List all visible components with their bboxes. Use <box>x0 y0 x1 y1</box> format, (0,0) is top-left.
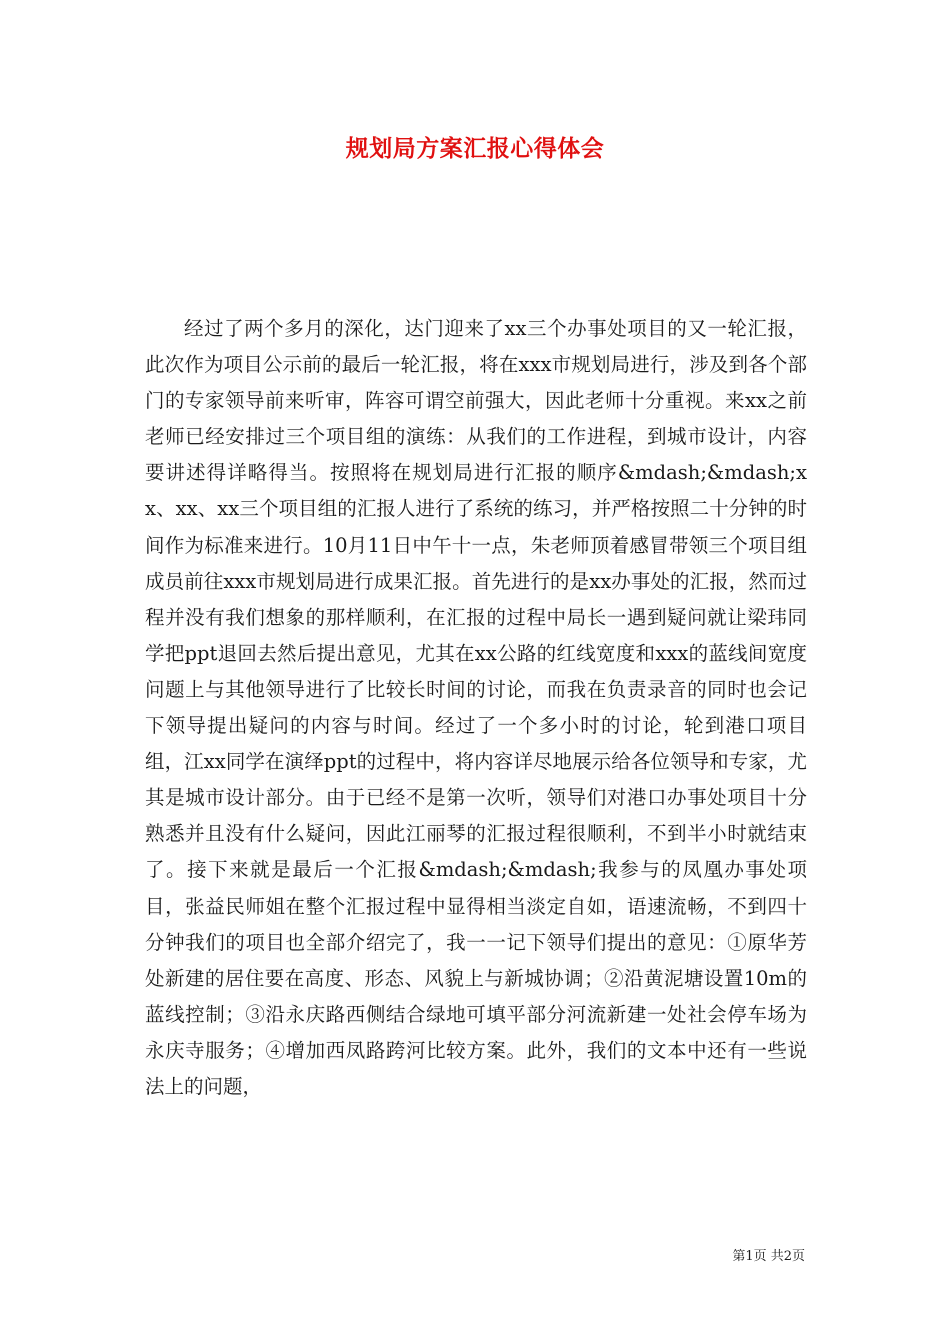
page-number-footer: 第1页 共2页 <box>732 1249 805 1264</box>
document-title: 规划局方案汇报心得体会 <box>345 135 605 162</box>
body-paragraph: 经过了两个多月的深化，达门迎来了xx三个办事处项目的又一轮汇报，此次作为项目公示前的最后一轮汇报，将在xxx市规划局进行，涉及到各个部门的专家领导前来听审，阵容可谓空前强大，因此老师十分重视。来xx之前老师已经安排过三个项目组的演练：从我们的工作进程，到城市设计，内容要讲述得详略得当。按照将在规划局进行汇报的顺序&mdash;&mdash;xx、xx、xx三个项目组的汇报人进行了系统的练习，并严格按照二十分钟的时间作为标准来进行。10月11日中午十一点，朱老师顶着感冒带领三个项目组成员前往xxx市规划局进行成果汇报。首先进行的是xx办事处的汇报，然而过程并没有我们想象的那样顺利，在汇报的过程中局长一遇到疑问就让梁玮同学把ppt退回去然后提出意见，尤其在xx公路的红线宽度和xxx的蓝线间宽度问题上与其他领导进行了比较长时间的讨论，而我在负责录音的同时也会记下领导提出疑问的内容与时间。经过了一个多小时的讨论，轮到港口项目组，江xx同学在演绎ppt的过程中，将内容详尽地展示给各位领导和专家，尤其是城市设计部分。由于已经不是第一次听，领导们对港口办事处项目十分熟悉并且没有什么疑问，因此江丽琴的汇报过程很顺利，不到半小时就结束了。接下来就是最后一个汇报&mdash;&mdash;我参与的凤凰办事处项目，张益民师姐在整个汇报过程中显得相当淡定自如，语速流畅，不到四十分钟我们的项目也全部介绍完了，我一一记下领导们提出的意见：①原华芳处新建的居住要在高度、形态、风貌上与新城协调；②沿黄泥塘设置10m的蓝线控制；③沿永庆路西侧结合绿地可填平部分河流新建一处社会停车场为永庆寺服务；④增加西凤路跨河比较方案。此外，我们的文本中还有一些说法上的问题， <box>145 317 807 1098</box>
